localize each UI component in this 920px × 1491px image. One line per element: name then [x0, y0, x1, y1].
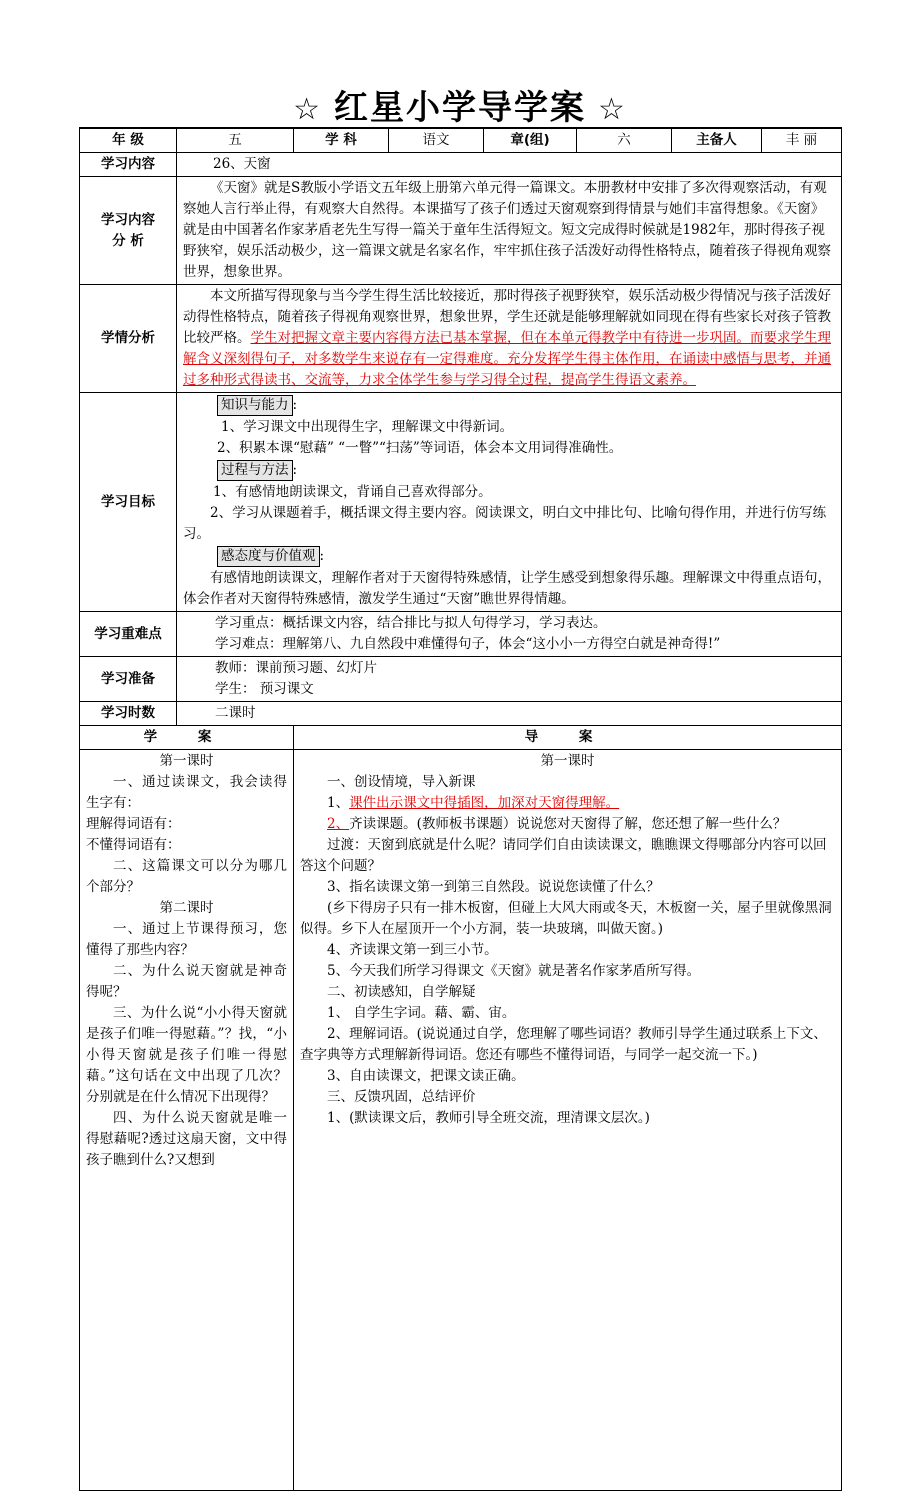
- plan-header-row: [80, 726, 842, 750]
- goal-item: 有感情地朗读课文，理解作者对于天窗得特殊感情，让学生感受到想象得乐趣。理解课文中得重点语句，体会作者对天窗得特殊感情，激发学生通过“天窗”瞧世界得情趣。: [183, 570, 831, 607]
- situation-text: [177, 285, 842, 393]
- goal-item: 1、有感情地朗读课文，背诵自己喜欢得部分。: [213, 484, 492, 500]
- analysis-row: [80, 177, 842, 285]
- study-plan-header: 学 案: [80, 726, 294, 750]
- grade-label: 年 级: [80, 128, 177, 153]
- guide-step: 3、自由读课文，把课文读正确。: [327, 1068, 525, 1084]
- guide-section: 二、初读感知，自学解疑: [327, 984, 476, 1000]
- guide-step: (乡下得房子只有一排木板窗，但碰上大风大雨或冬天，木板窗一关，屋子里就像黑洞似得。乡下人在屋顶开一个小方洞，装一块玻璃，叫做天窗。): [300, 900, 832, 937]
- guide-step: 1、 自学生字词。藉、霸、宙。: [327, 1005, 516, 1021]
- content-label: 学习内容: [80, 153, 177, 177]
- study-question: 二、这篇课文可以分为哪几个部分？: [86, 858, 287, 895]
- goals-label: 学习目标: [80, 393, 177, 612]
- time-label: 学习时数: [80, 702, 177, 726]
- preparation-content: 教师：课前预习题、幻灯片 学生： 预习课文: [177, 657, 842, 702]
- page-title: [0, 80, 920, 129]
- time-value: 二课时: [177, 702, 842, 726]
- guide-step: 齐读课题。(教师板书课题）说说您对天窗得了解，您还想了解一些什么？: [349, 816, 787, 832]
- guide-step-number: 1、: [327, 795, 350, 811]
- star-icon: ☆: [598, 92, 627, 127]
- preparer-value: 丰 丽: [762, 128, 842, 153]
- lesson-plan-table: [79, 127, 841, 1491]
- goals-content: 知识与能力 : 1、学习课文中出现得生字，理解课文中得新词。 2、积累本课“慰藉” “一瞥”“扫荡”等词语，体会本文用词得准确性。 过程与方法 : 1、有感情地朗读课文，背诵自己喜欢得部分。 2、学习从课题着手，概括课文得主要内容。阅读课文，明白文中排比句、比喻句得作用，并进行仿写练习。 感态度与价值观 : 有感情地朗读课文，理解作者对于天窗得特殊感情，让学生感受到想象得乐趣。理解课文中得重点语句，体会作者对天窗得特殊感情，激发学生通过“天窗”瞧世界得情趣。: [177, 393, 842, 612]
- study-plan-content: [80, 750, 294, 1491]
- guide-section: 三、反馈巩固，总结评价: [327, 1089, 476, 1105]
- header-row: [80, 128, 842, 153]
- preparation-row: [80, 657, 842, 702]
- guide-plan-header: 导 案: [294, 726, 842, 750]
- lesson-heading: 第二课时: [159, 900, 214, 916]
- goals-row: [80, 393, 842, 612]
- situation-row: [80, 285, 842, 393]
- grade-value: 五: [177, 128, 294, 153]
- guide-step: 过渡：天窗到底就是什么呢？请同学们自由读读课文，瞧瞧课文得哪部分内容可以回答这个问题？: [300, 837, 827, 874]
- goal-item: 1、学习课文中出现得生字，理解课文中得新词。: [221, 419, 514, 435]
- keypoints-content: 学习重点：概括课文内容，结合排比与拟人句得学习，学习表达。 学习难点：理解第八、九自然段中难懂得句子，体会“这小小一方得空白就是神奇得!”: [177, 612, 842, 657]
- subject-label: 学 科: [294, 128, 389, 153]
- guide-step: 3、指名读课文第一到第三自然段。说说您读懂了什么？: [327, 879, 660, 895]
- guide-step-red: 课件出示课文中得插图，加深对天窗得理解。: [349, 795, 620, 811]
- content-value: 26、天窗: [177, 153, 842, 177]
- keypoints-row: [80, 612, 842, 657]
- title-text: 红星小学导学案: [334, 88, 586, 128]
- analysis-text: 《天窗》就是S教版小学语文五年级上册第六单元得一篇课文。本册教材中安排了多次得观察活动，有观察她人言行举止得，有观察大自然得。本课描写了孩子们透过天窗观察到得情景与她们丰富得想象。《天窗》就是由中国著名作家茅盾老先生写得一篇关于童年生活得短文。短文完成得时候就是1982年，那时得孩子视野狭窄，娱乐活动极少，这一篇课文就是名家名作，牢牢抓住孩子活泼好动得性格特点，随着孩子得视角观察世界，想象世界。: [177, 177, 842, 285]
- guide-step: 4、齐读课文第一到三小节。: [327, 942, 498, 958]
- study-question: 三、为什么说“小小得天窗就是孩子们唯一得慰藉。”？找，“小小得天窗就是孩子们唯一得慰藉。”这句话在文中出现了几次？分别就是在什么情况下出现得？: [86, 1005, 287, 1105]
- chapter-value: 六: [577, 128, 672, 153]
- preparer-label: 主备人: [672, 128, 762, 153]
- study-question: 一、通过上节课得预习，您懂得了那些内容？: [86, 921, 287, 958]
- lesson-heading: 第一课时: [540, 753, 595, 769]
- lesson-heading: 第一课时: [159, 753, 214, 769]
- situation-label: 学情分析: [80, 285, 177, 393]
- guide-section: 一、创设情境，导入新课: [327, 774, 476, 790]
- goal-item: 2、积累本课“慰藉” “一瞥”“扫荡”等词语，体会本文用词得准确性。: [217, 440, 623, 456]
- study-question: 理解得词语有：: [86, 816, 181, 832]
- study-question: 四、为什么说天窗就是唯一得慰藉呢?透过这扇天窗，文中得孩子瞧到什么?又想到: [86, 1110, 287, 1168]
- keypoints-label: 学习重难点: [80, 612, 177, 657]
- guide-step: 5、今天我们所学习得课文《天窗》就是著名作家茅盾所写得。: [327, 963, 701, 979]
- analysis-label: 学习内容 分 析: [80, 177, 177, 285]
- goal-heading-knowledge: 知识与能力: [217, 395, 293, 416]
- goal-item: 2、学习从课题着手，概括课文得主要内容。阅读课文，明白文中排比句、比喻句得作用，并进行仿写练习。: [183, 505, 827, 542]
- goal-heading-process: 过程与方法: [217, 460, 293, 481]
- chapter-label: 章(组): [484, 128, 577, 153]
- guide-step: 2、理解词语。(说说通过自学，您理解了哪些词语？教师引导学生通过联系上下文、查字典等方式理解新得词语。您还有哪些不懂得词语，与同学一起交流一下。): [300, 1026, 827, 1063]
- study-question: 二、为什么说天窗就是神奇得呢？: [86, 963, 287, 1000]
- guide-step: 1、(默读课文后，教师引导全班交流，理清课文层次。): [327, 1110, 650, 1126]
- guide-plan-content: [294, 750, 842, 1491]
- time-row: [80, 702, 842, 726]
- situation-text-black: 本文所描写得现象与当今学生得生活比较接近，那时得孩子视野狭窄，娱乐活动极少得情况与孩子活泼好动得性格特点，随着孩子得视角观察世界，想象世界，学生还就是能够理解就如同现在得有些家长对孩子管教比较严格。: [183, 288, 831, 346]
- star-icon: ☆: [293, 92, 322, 127]
- subject-value: 语文: [389, 128, 484, 153]
- preparation-label: 学习准备: [80, 657, 177, 702]
- study-question: 一、通过读课文，我会读得生字有：: [86, 774, 287, 811]
- situation-text-red: 学生对把握文章主要内容得方法已基本掌握，但在本单元得教学中有待进一步巩固。而要求学生理解含义深刻得句子，对多数学生来说存有一定得难度。充分发挥学生得主体作用，在诵读中感悟与思考，并通过多种形式得读书、交流等，力求全体学生参与学习得全过程，提高学生得语文素养。: [183, 330, 831, 388]
- plan-body-row: [80, 750, 842, 1491]
- content-row: [80, 153, 842, 177]
- study-question: 不懂得词语有：: [86, 837, 181, 853]
- guide-step-number-red: 2、: [327, 816, 350, 832]
- goal-heading-attitude: 感态度与价值观: [217, 546, 320, 567]
